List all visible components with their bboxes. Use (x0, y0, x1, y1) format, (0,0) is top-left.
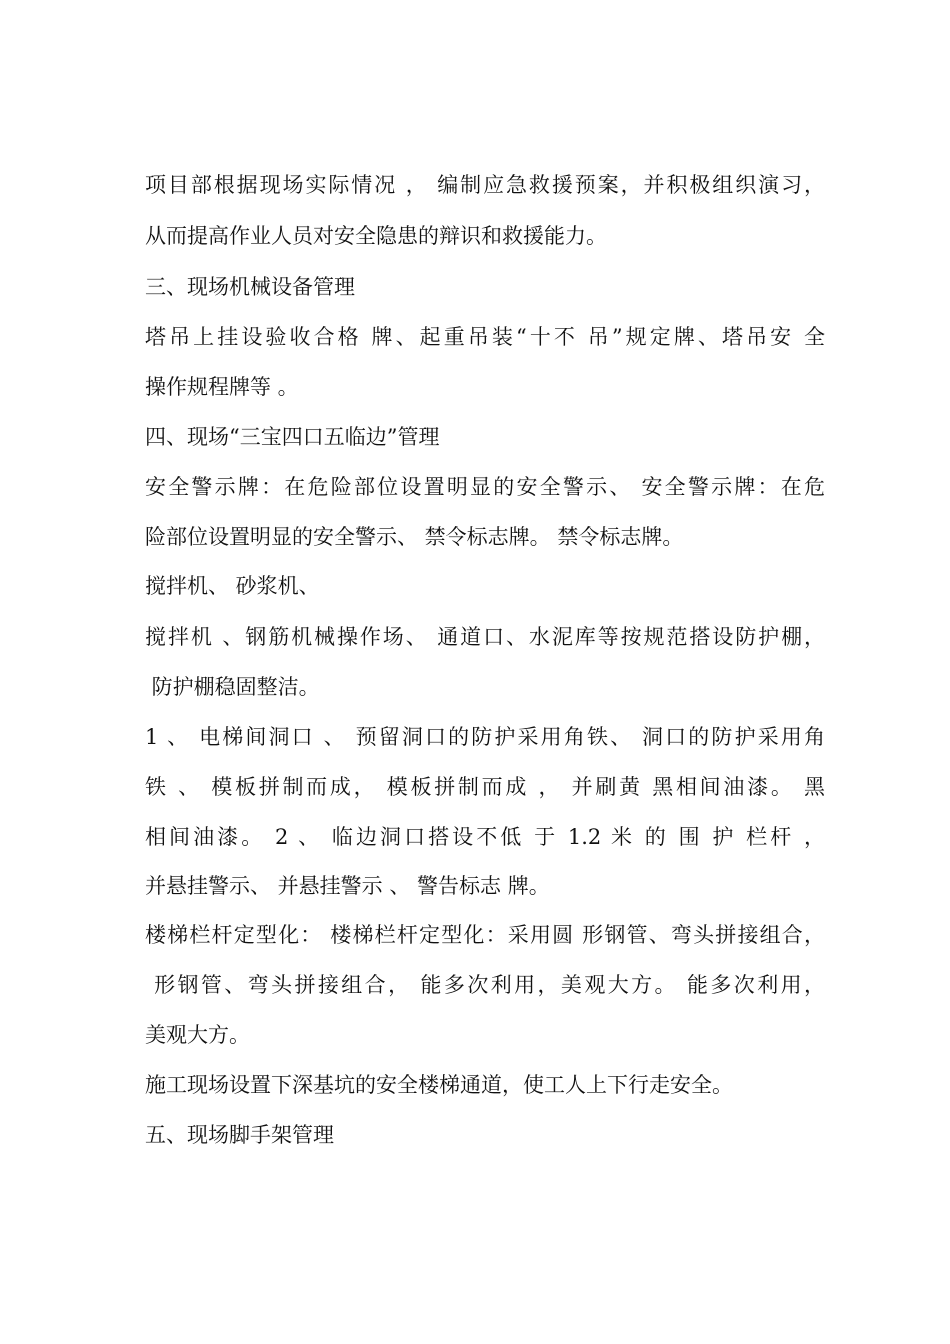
paragraph-line-19: 施工现场设置下深基坑的安全楼梯通道，使工人上下行走安全。 (145, 1073, 733, 1097)
paragraph-line-1: 项目部根据现场实际情况 ， 编制应急救援预案，并积极组织演习， (145, 173, 825, 197)
section-heading-4: 四、现场“三宝四口五临边”管理 (145, 425, 440, 449)
paragraph-line-10: 搅拌机 、钢筋机械操作场、 通道口、水泥库等按规范搭设防护棚， (145, 625, 825, 649)
section-heading-3: 三、现场机械设备管理 (145, 275, 355, 299)
section-heading-5: 五、现场脚手架管理 (145, 1123, 334, 1147)
paragraph-line-13: 铁 、 模板拼制而成， 模板拼制而成 ， 并刷黄 黑相间油漆。 黑 (145, 775, 825, 799)
paragraph-line-11: 防护棚稳固整洁。 (145, 675, 320, 699)
paragraph-line-4: 塔吊上挂设验收合格 牌、起重吊装“十不 吊”规定牌、塔吊安 全 (145, 325, 825, 349)
paragraph-line-2: 从而提高作业人员对安全隐患的辩识和救援能力。 (145, 224, 607, 248)
paragraph-line-15: 并悬挂警示、 并悬挂警示 、 警告标志 牌。 (145, 874, 550, 898)
paragraph-line-16: 楼梯栏杆定型化： 楼梯栏杆定型化：采用圆 形钢管、弯头拼接组合， (145, 923, 825, 947)
paragraph-line-14: 相间油漆。 2 、 临边洞口搭设不低 于 1.2 米 的 围 护 栏杆 ， (145, 825, 825, 849)
paragraph-line-17: 形钢管、弯头拼接组合， 能多次利用，美观大方。 能多次利用， (145, 973, 825, 997)
paragraph-line-8: 险部位设置明显的安全警示、 禁令标志牌。 禁令标志牌。 (145, 525, 684, 549)
paragraph-line-12: 1 、 电梯间洞口 、 预留洞口的防护采用角铁、 洞口的防护采用角 (145, 725, 825, 749)
paragraph-line-5: 操作规程牌等 。 (145, 375, 299, 399)
paragraph-line-18: 美观大方。 (145, 1023, 250, 1047)
paragraph-line-9: 搅拌机、 砂浆机、 (145, 574, 320, 598)
paragraph-line-7: 安全警示牌：在危险部位设置明显的安全警示、 安全警示牌：在危 (145, 475, 825, 499)
